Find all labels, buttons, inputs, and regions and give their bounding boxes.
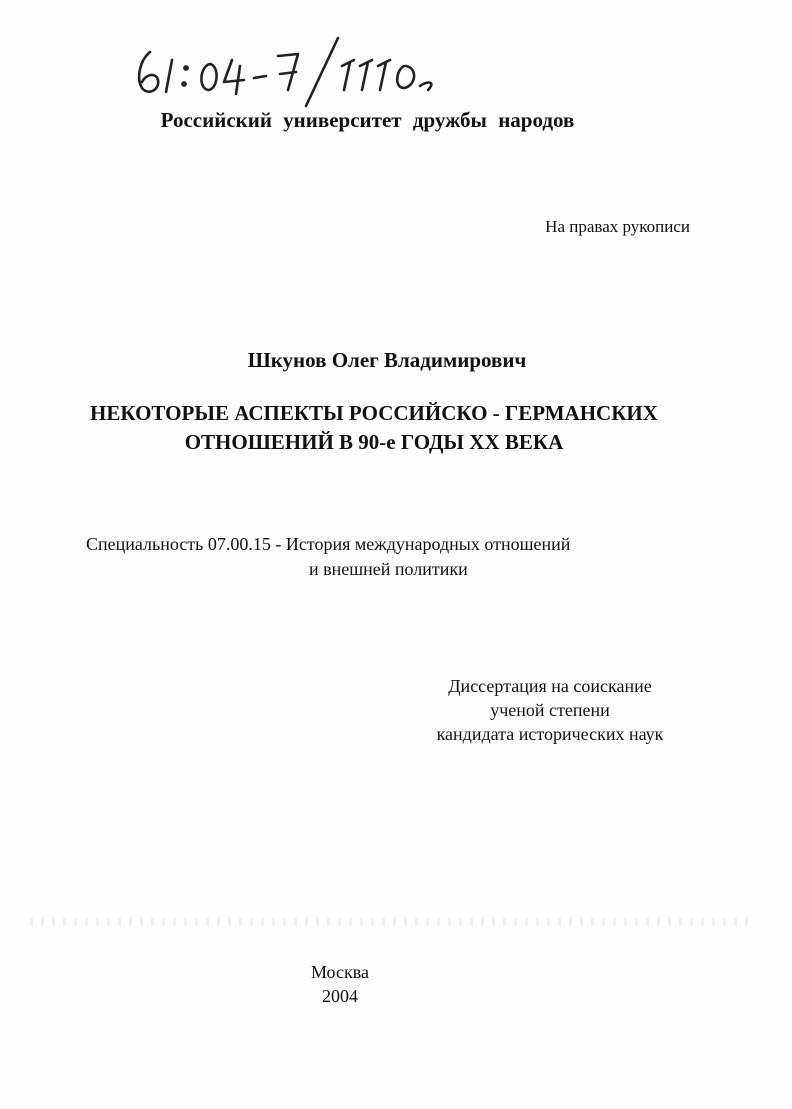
- handwritten-archive-number: [128, 30, 448, 110]
- title-line: НЕКОТОРЫЕ АСПЕКТЫ РОССИЙСКО - ГЕРМАНСКИХ: [90, 401, 658, 425]
- handwritten-scribble-graphic: [128, 30, 448, 110]
- degree-line: Диссертация на соискание: [448, 676, 652, 696]
- university-name: Российский университет дружбы народов: [160, 108, 575, 132]
- degree-line: ученой степени: [490, 700, 610, 720]
- specialty-line: Специальность 07.00.15 - История международных отношений: [86, 534, 571, 554]
- rights-notice: На правах рукописи: [545, 217, 690, 236]
- specialty-block: [86, 532, 570, 582]
- author-name: Шкунов Олег Владимирович: [247, 348, 527, 372]
- title-line: ОТНОШЕНИЙ В 90-е ГОДЫ XX ВЕКА: [184, 430, 564, 454]
- dissertation-title: [0, 399, 748, 457]
- degree-statement: [405, 674, 695, 746]
- year: 2004: [322, 986, 358, 1006]
- scan-artifact: [30, 918, 750, 926]
- city: Москва: [311, 962, 369, 982]
- specialty-line: и внешней политики: [309, 559, 468, 579]
- degree-line: кандидата исторических наук: [436, 724, 664, 744]
- place-and-year: [270, 960, 410, 1008]
